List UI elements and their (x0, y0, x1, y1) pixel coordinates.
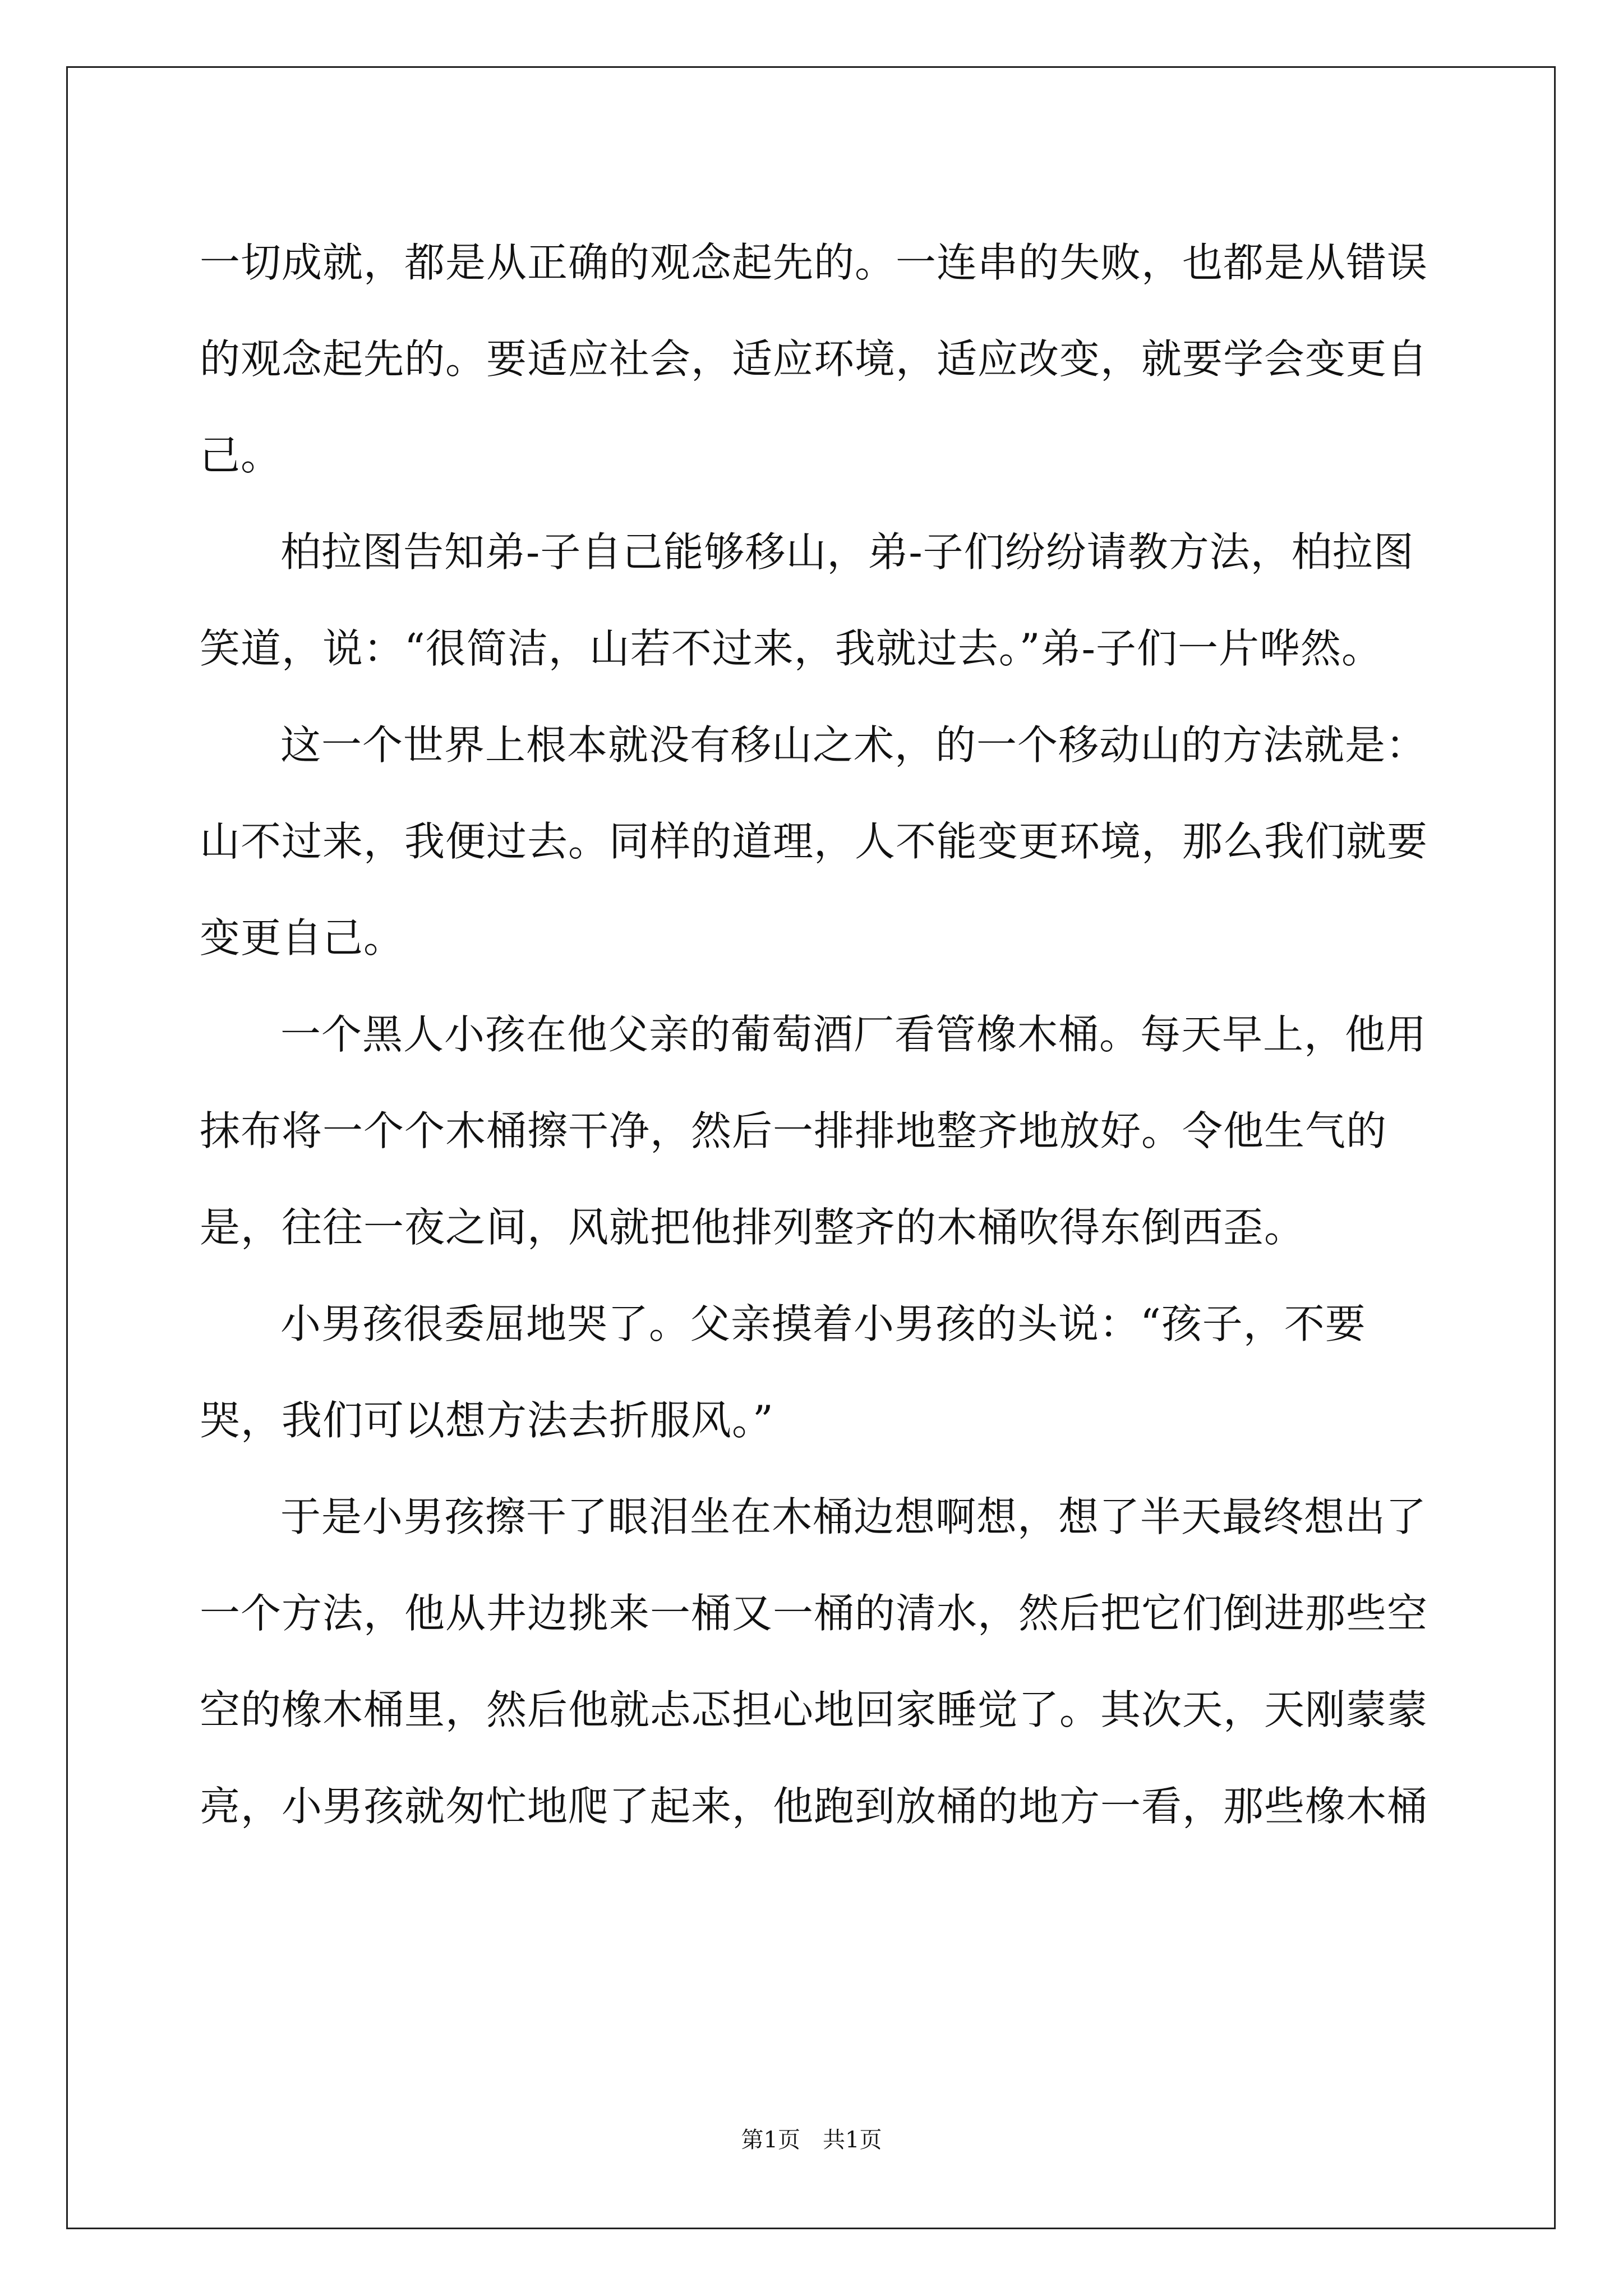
paragraph-5: 小男孩很委屈地哭了。父亲摸着小男孩的头说：“孩子，不要哭，我们可以想方法去折服风。” (200, 1300, 1366, 1444)
paragraph-2: 柏拉图告知弟-子自己能够移山，弟-子们纷纷请教方法，柏拉图笑道，说：“很简洁，山若不过来，我就过去。”弟-子们一片哗然。 (200, 528, 1414, 672)
page-number: 第1页 (741, 2127, 800, 2153)
page-total: 共1页 (823, 2127, 882, 2153)
paragraph-4: 一个黑人小孩在他父亲的葡萄酒厂看管橡木桶。每天早上，他用抹布将一个个木桶擦干净，然后一排排地整齐地放好。令他生气的是，往往一夜之间，风就把他排列整齐的木桶吹得东倒西歪。 (200, 1011, 1427, 1251)
page-footer (0, 2126, 1623, 2154)
paragraph-1: 一切成就，都是从正确的观念起先的。一连串的失败，也都是从错误的观念起先的。要适应社会，适应环境，适应改变，就要学会变更自己。 (200, 239, 1428, 479)
paragraph-6: 于是小男孩擦干了眼泪坐在木桶边想啊想，想了半天最终想出了一个方法，他从井边挑来一桶又一桶的清水，然后把它们倒进那些空空的橡木桶里，然后他就忐忑担心地回家睡觉了。其次天，天刚蒙蒙亮，小男孩就匆忙地爬了起来，他跑到放桶的地方一看，那些橡木桶 (200, 1493, 1428, 1830)
document-body (200, 214, 1428, 1855)
paragraph-3: 这一个世界上根本就没有移山之术，的一个移动山的方法就是：山不过来，我便过去。同样的道理，人不能变更环境，那么我们就要变更自己。 (200, 721, 1428, 961)
